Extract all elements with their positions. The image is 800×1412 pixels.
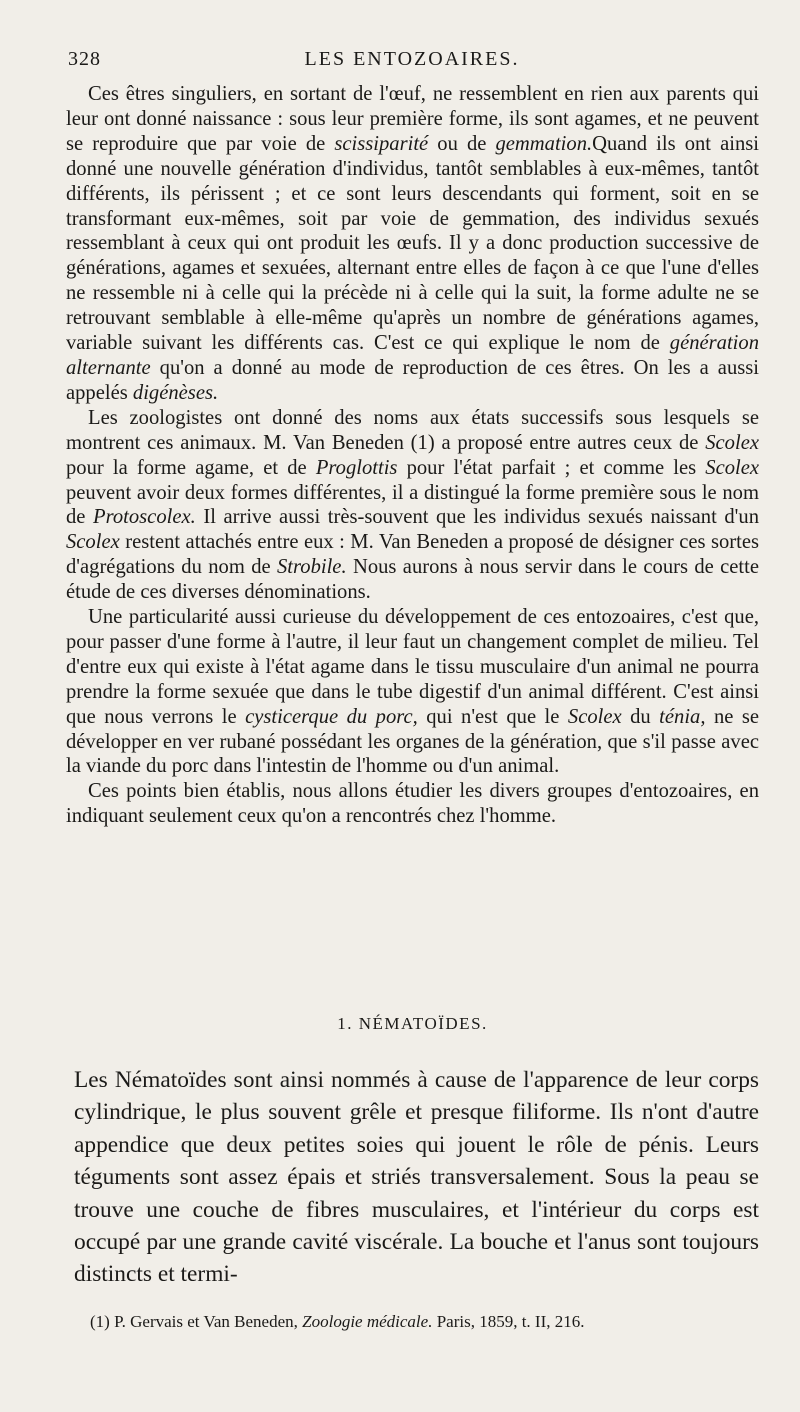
text-run: Une particularité aussi curieuse du développement de ces entozoaires, c'est que, pour passer d'une forme à l'autre, il leur faut un changement complet de milieu. Tel d'entre eux qui existe à l'état agame dans le tissu musculaire d'un animal ne pourra prendre la forme sexuée que dans le tube digestif d'un animal différent. C'est ainsi que nous verrons le bbox=[66, 606, 759, 728]
running-title: LES ENTOZOAIRES. bbox=[304, 48, 520, 70]
italic-term: génération alternante bbox=[66, 332, 759, 379]
text-run: restent attachés entre eux : M. Van Beneden a proposé de désigner ces sortes d'agrégations du nom de bbox=[66, 531, 759, 579]
italic-term: scissiparité bbox=[334, 132, 429, 155]
page-number: 328 bbox=[68, 48, 101, 70]
text-run: peuvent avoir deux formes différentes, il a distingué la forme première sous le nom de bbox=[66, 481, 759, 529]
text-run: Il arrive aussi très-souvent que les individus sexués naissant d'un bbox=[195, 506, 759, 529]
text-run: qui n'est que le bbox=[417, 705, 568, 728]
italic-term: ténia, bbox=[659, 705, 706, 728]
footnote-text: Paris, 1859, t. II, 216. bbox=[432, 1312, 585, 1331]
section-text bbox=[74, 1064, 759, 1291]
italic-term: Proglottis bbox=[315, 456, 398, 479]
section-heading: 1. NÉMATOÏDES. bbox=[337, 1014, 488, 1033]
paragraph bbox=[66, 406, 759, 605]
paragraph bbox=[66, 779, 759, 829]
text-run: Ces points bien établis, nous allons étudier les divers groupes d'entozoaires, en indiquant seulement ceux qu'on a rencontrés chez l'homme. bbox=[66, 780, 759, 828]
footnote bbox=[90, 1311, 760, 1333]
italic-term: gemmation. bbox=[495, 132, 593, 155]
italic-term: cysticerque du porc, bbox=[245, 705, 418, 728]
paragraph bbox=[66, 82, 759, 406]
text-run: ou de bbox=[428, 132, 496, 155]
main-text bbox=[66, 82, 759, 829]
italic-term: Scolex bbox=[567, 705, 622, 728]
text-run: pour la forme agame, et de bbox=[66, 456, 316, 479]
italic-term: Scolex bbox=[705, 456, 760, 479]
footnote-title: Zoologie médicale. bbox=[302, 1312, 433, 1331]
paragraph: Les Nématoïdes sont ainsi nommés à cause de l'apparence de leur corps cylindrique, le plus souvent grêle et presque filiforme. Ils n'ont d'autre appendice que deux petites soies qui jouent le rôle de pénis. Leurs téguments sont assez épais et striés transversalement. Sous la peau se trouve une couche de fibres musculaires, et l'intérieur du corps est occupé par une grande cavité viscérale. La bouche et l'anus sont toujours distincts et termi- bbox=[74, 1067, 759, 1288]
italic-term: Protoscolex. bbox=[93, 506, 196, 529]
text-run: Nous aurons à nous servir dans le cours de cette étude de ces diverses dénominations. bbox=[66, 556, 759, 604]
text-run: Les zoologistes ont donné des noms aux états successifs sous lesquels se montrent ces animaux. M. Van Beneden (1) a proposé entre autres ceux de bbox=[66, 406, 759, 454]
footnote-text: (1) P. Gervais et Van Beneden, bbox=[90, 1312, 303, 1331]
italic-term: digénèses. bbox=[132, 381, 219, 404]
text-run: Quand ils ont ainsi donné une nouvelle génération d'individus, tantôt semblables à eux-mêmes, tantôt différents, ils périssent ; et ce sont leurs descendants qui forment, soit en se transformant eux-mêmes, soit par voie de gemmation, des individus sexués ressemblant à ceux qui ont produit les œufs. Il y a donc production successive de générations, agames et sexuées, alternant entre elles de façon à ce que l'une d'elles ne ressemble ni à celle qui la précède ni à celle qui la suit, la forme adulte ne se retrouvant semblable à elle-même qu'après un nombre de générations agames, variable suivant les différents cas. C'est ce qui explique le nom de bbox=[66, 132, 759, 355]
italic-term: Scolex bbox=[705, 431, 759, 454]
text-run: du bbox=[621, 705, 660, 728]
text-run: Ces êtres singuliers, en sortant de l'œuf, ne ressemblent en rien aux parents qui leur ont donné naissance : sous leur première forme, ils sont agames, et ne peuvent se reproduire que par voie de bbox=[66, 83, 759, 155]
italic-term: Scolex bbox=[66, 531, 120, 554]
text-run: qu'on a donné au mode de reproduction de ces êtres. On les a aussi appelés bbox=[66, 356, 759, 404]
text-run: pour l'état parfait ; et comme les bbox=[397, 456, 706, 479]
italic-term: Strobile. bbox=[277, 556, 347, 579]
text-run: ne se développer en ver rubané possédant les organes de la génération, que s'il passe avec la viande du porc dans l'intestin de l'homme ou d'un animal. bbox=[66, 705, 760, 778]
paragraph bbox=[66, 605, 759, 779]
